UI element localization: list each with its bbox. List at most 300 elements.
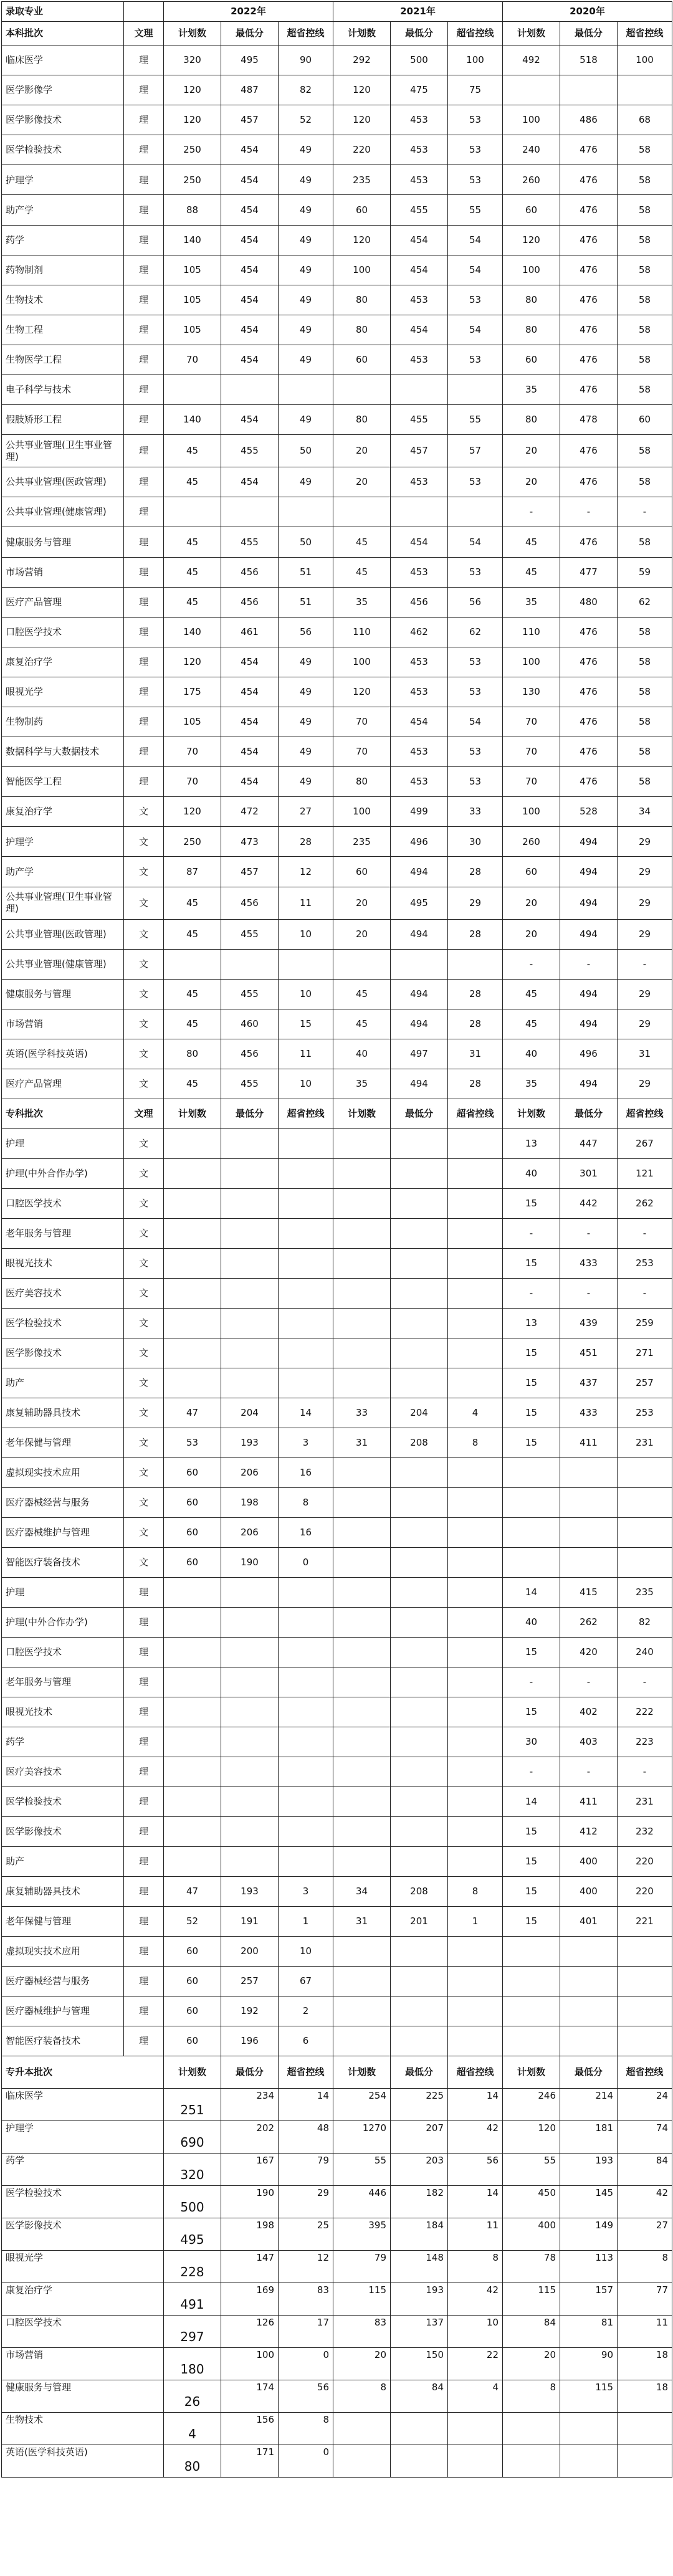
zk-section-header-row (2, 1099, 672, 1129)
value-cell: 83 (333, 2316, 391, 2348)
plan-count-cell: 180 (164, 2348, 221, 2380)
value-cell: 439 (560, 1309, 618, 1338)
table-row (2, 1159, 672, 1189)
value-cell: 320 (164, 45, 221, 75)
value-cell (279, 1847, 333, 1877)
value-cell: 49 (279, 737, 333, 767)
track-cell: 文 (124, 1428, 164, 1458)
value-cell (164, 1159, 221, 1189)
value-cell: 45 (503, 1009, 560, 1039)
value-cell: 28 (448, 919, 503, 949)
value-cell: 120 (164, 647, 221, 677)
value-cell: 454 (221, 345, 279, 374)
value-cell (391, 1817, 448, 1847)
track-cell: 理 (124, 767, 164, 797)
zsb-header-cell: 计划数 (503, 2056, 560, 2089)
sub-header-cell: 本科批次 (2, 22, 124, 45)
value-cell: 53 (164, 1428, 221, 1458)
track-cell: 文 (124, 1338, 164, 1368)
table-row (2, 1548, 672, 1578)
value-cell (448, 1787, 503, 1817)
major-name-cell: 护理(中外合作办学) (2, 1159, 124, 1189)
value-cell: 198 (221, 2218, 279, 2251)
value-cell: 14 (448, 2089, 503, 2121)
value-cell: 45 (164, 435, 221, 467)
major-name-cell: 康复辅助器具技术 (2, 1877, 124, 1907)
value-cell (448, 2413, 503, 2445)
value-cell: 11 (279, 887, 333, 919)
value-cell: 58 (618, 345, 672, 374)
value-cell: 68 (618, 105, 672, 135)
value-cell (391, 1608, 448, 1638)
value-cell (560, 1488, 618, 1518)
value-cell (391, 1249, 448, 1279)
value-cell: 150 (391, 2348, 448, 2380)
value-cell: 13 (503, 1129, 560, 1159)
value-cell (221, 1279, 279, 1309)
value-cell: 8 (279, 2413, 333, 2445)
major-name-cell: 公共事业管理(卫生事业管理) (2, 435, 124, 467)
value-cell: 235 (618, 1578, 672, 1608)
value-cell (221, 1219, 279, 1249)
value-cell: 208 (391, 1428, 448, 1458)
value-cell: 67 (279, 1967, 333, 1996)
value-cell (503, 2445, 560, 2478)
value-cell: 100 (618, 45, 672, 75)
major-name-cell: 健康服务与管理 (2, 979, 124, 1009)
table-row (2, 1368, 672, 1398)
value-cell (333, 1548, 391, 1578)
track-cell: 文 (124, 1548, 164, 1578)
value-cell: 250 (164, 827, 221, 857)
value-cell: 200 (221, 1937, 279, 1967)
value-cell (333, 949, 391, 979)
value-cell: 206 (221, 1458, 279, 1488)
value-cell: 45 (503, 527, 560, 557)
value-cell: 476 (560, 435, 618, 467)
value-cell: 149 (560, 2218, 618, 2251)
value-cell: 496 (391, 827, 448, 857)
value-cell (221, 1309, 279, 1338)
value-cell (448, 1159, 503, 1189)
track-cell: 理 (124, 1967, 164, 1996)
value-cell: 262 (618, 1189, 672, 1219)
value-cell: 231 (618, 1428, 672, 1458)
value-cell: 450 (503, 2186, 560, 2218)
value-cell (618, 2413, 672, 2445)
value-cell (503, 75, 560, 105)
track-cell: 文 (124, 1219, 164, 1249)
major-name-cell: 生物技术 (2, 285, 124, 315)
track-cell: 理 (124, 647, 164, 677)
value-cell (618, 1458, 672, 1488)
track-cell: 理 (124, 375, 164, 405)
value-cell: 18 (618, 2380, 672, 2413)
value-cell: 201 (391, 1907, 448, 1937)
value-cell: 462 (391, 617, 448, 647)
table-row (2, 345, 672, 374)
value-cell (333, 1638, 391, 1667)
value-cell (391, 1996, 448, 2026)
value-cell: 494 (560, 827, 618, 857)
value-cell: 10 (279, 919, 333, 949)
value-cell: 62 (618, 587, 672, 617)
table-row (2, 1039, 672, 1069)
value-cell (560, 2445, 618, 2478)
major-name-cell: 医学影像技术 (2, 105, 124, 135)
value-cell: 49 (279, 467, 333, 497)
major-name-cell: 电子科学与技术 (2, 375, 124, 405)
value-cell (560, 1996, 618, 2026)
value-cell: 453 (391, 767, 448, 797)
major-name-cell: 市场营销 (2, 1009, 124, 1039)
value-cell: 55 (333, 2154, 391, 2186)
value-cell: 53 (448, 105, 503, 135)
value-cell: 45 (164, 1009, 221, 1039)
track-cell: 文 (124, 919, 164, 949)
value-cell: 29 (618, 1009, 672, 1039)
major-name-cell: 康复治疗学 (2, 797, 124, 827)
value-cell (503, 1458, 560, 1488)
value-cell: 90 (560, 2348, 618, 2380)
zsb-header-cell: 专升本批次 (2, 2056, 164, 2089)
value-cell (391, 1847, 448, 1877)
value-cell: 58 (618, 375, 672, 405)
sub-header-cell: 超省控线 (279, 22, 333, 45)
zk-header-cell: 计划数 (503, 1099, 560, 1129)
value-cell: 6 (279, 2026, 333, 2056)
value-cell: 476 (560, 345, 618, 374)
value-cell (333, 1189, 391, 1219)
value-cell (333, 1697, 391, 1727)
table-row (2, 737, 672, 767)
value-cell (279, 949, 333, 979)
zk-header-cell: 计划数 (333, 1099, 391, 1129)
value-cell: 473 (221, 827, 279, 857)
value-cell: 223 (618, 1727, 672, 1757)
table-row (2, 375, 672, 405)
plan-count-cell: 320 (164, 2154, 221, 2186)
value-cell: 120 (164, 105, 221, 135)
value-cell: 110 (503, 617, 560, 647)
value-cell (333, 1309, 391, 1338)
value-cell (221, 1757, 279, 1787)
value-cell: 57 (448, 435, 503, 467)
value-cell: 11 (618, 2316, 672, 2348)
major-name-cell: 助产学 (2, 857, 124, 887)
value-cell: 100 (503, 255, 560, 285)
major-name-cell: 假肢矫形工程 (2, 405, 124, 435)
value-cell: 15 (503, 1338, 560, 1368)
value-cell: 454 (221, 405, 279, 435)
value-cell: 455 (221, 527, 279, 557)
value-cell: 15 (503, 1428, 560, 1458)
value-cell: 120 (333, 225, 391, 255)
table-row (2, 1338, 672, 1368)
value-cell (448, 1638, 503, 1667)
value-cell: 260 (503, 827, 560, 857)
sub-header-cell: 超省控线 (448, 22, 503, 45)
sub-header-cell: 文理 (124, 22, 164, 45)
value-cell: 53 (448, 677, 503, 707)
value-cell: 494 (560, 1009, 618, 1039)
major-name-cell: 数据科学与大数据技术 (2, 737, 124, 767)
value-cell: 120 (503, 225, 560, 255)
value-cell: 518 (560, 45, 618, 75)
table-row (2, 2445, 672, 2478)
value-cell: 58 (618, 285, 672, 315)
value-cell (391, 1548, 448, 1578)
sub-header-cell: 最低分 (391, 22, 448, 45)
track-cell: 理 (124, 467, 164, 497)
value-cell: 35 (503, 587, 560, 617)
value-cell (560, 2026, 618, 2056)
value-cell: 88 (164, 195, 221, 225)
zk-header-cell: 最低分 (221, 1099, 279, 1129)
value-cell: 49 (279, 315, 333, 345)
value-cell: 84 (391, 2380, 448, 2413)
value-cell: 246 (503, 2089, 560, 2121)
value-cell: 455 (391, 195, 448, 225)
track-cell: 文 (124, 797, 164, 827)
value-cell: 100 (503, 797, 560, 827)
value-cell: 60 (164, 1996, 221, 2026)
sub-header-cell: 计划数 (164, 22, 221, 45)
value-cell (221, 1189, 279, 1219)
table-row (2, 1249, 672, 1279)
major-name-cell: 临床医学 (2, 2089, 164, 2121)
value-cell: 456 (221, 557, 279, 587)
value-cell: 53 (448, 647, 503, 677)
value-cell: 8 (279, 1488, 333, 1518)
table-row (2, 1608, 672, 1638)
value-cell: 198 (221, 1488, 279, 1518)
value-cell (391, 2413, 448, 2445)
value-cell: 250 (164, 165, 221, 195)
value-cell: 204 (221, 1398, 279, 1428)
value-cell: 214 (560, 2089, 618, 2121)
track-cell: 理 (124, 737, 164, 767)
value-cell: 528 (560, 797, 618, 827)
value-cell (448, 1368, 503, 1398)
value-cell: 454 (221, 467, 279, 497)
value-cell: 262 (560, 1608, 618, 1638)
value-cell (221, 497, 279, 527)
track-cell: 理 (124, 1817, 164, 1847)
value-cell: 454 (221, 647, 279, 677)
table-row (2, 1398, 672, 1428)
value-cell (391, 1578, 448, 1608)
value-cell: 70 (164, 767, 221, 797)
value-cell (279, 375, 333, 405)
value-cell (618, 2445, 672, 2478)
value-cell: 446 (333, 2186, 391, 2218)
value-cell: 11 (448, 2218, 503, 2251)
track-cell: 文 (124, 827, 164, 857)
table-row (2, 2089, 672, 2121)
value-cell: 3 (279, 1428, 333, 1458)
value-cell (448, 1458, 503, 1488)
value-cell: 115 (503, 2283, 560, 2316)
major-name-cell: 生物工程 (2, 315, 124, 345)
value-cell: 454 (391, 255, 448, 285)
value-cell: 20 (503, 887, 560, 919)
value-cell: 403 (560, 1727, 618, 1757)
value-cell: 420 (560, 1638, 618, 1667)
value-cell: 84 (618, 2154, 672, 2186)
major-name-cell: 公共事业管理(健康管理) (2, 949, 124, 979)
table-row (2, 135, 672, 165)
value-cell: - (618, 949, 672, 979)
major-name-cell: 口腔医学技术 (2, 1189, 124, 1219)
value-cell: 456 (391, 587, 448, 617)
value-cell: 250 (164, 135, 221, 165)
value-cell: 60 (164, 1488, 221, 1518)
value-cell: 15 (503, 1189, 560, 1219)
track-cell: 理 (124, 255, 164, 285)
value-cell: 191 (221, 1907, 279, 1937)
value-cell: 453 (391, 105, 448, 135)
value-cell: 79 (333, 2251, 391, 2283)
table-row (2, 827, 672, 857)
value-cell: 231 (618, 1787, 672, 1817)
value-cell: 53 (448, 737, 503, 767)
track-cell: 理 (124, 1578, 164, 1608)
value-cell: 80 (503, 315, 560, 345)
major-name-cell: 老年服务与管理 (2, 1667, 124, 1697)
value-cell: 495 (221, 45, 279, 75)
value-cell (164, 1608, 221, 1638)
major-name-cell: 市场营销 (2, 2348, 164, 2380)
zk-header-cell: 文理 (124, 1099, 164, 1129)
major-name-cell: 医学影像技术 (2, 2218, 164, 2251)
value-cell (448, 1129, 503, 1159)
value-cell (448, 1249, 503, 1279)
value-cell: 42 (448, 2121, 503, 2154)
value-cell: - (618, 1279, 672, 1309)
value-cell: - (503, 497, 560, 527)
table-row (2, 767, 672, 797)
value-cell (164, 1219, 221, 1249)
value-cell (448, 949, 503, 979)
sub-header-cell: 最低分 (560, 22, 618, 45)
value-cell (221, 1159, 279, 1189)
value-cell: 433 (560, 1398, 618, 1428)
value-cell: 4 (448, 1398, 503, 1428)
value-cell: 49 (279, 165, 333, 195)
value-cell: 83 (279, 2283, 333, 2316)
track-cell: 文 (124, 1069, 164, 1099)
track-cell: 理 (124, 405, 164, 435)
value-cell: 15 (503, 1907, 560, 1937)
major-name-cell: 眼视光技术 (2, 1697, 124, 1727)
value-cell: 475 (391, 75, 448, 105)
table-row (2, 105, 672, 135)
value-cell: 20 (333, 435, 391, 467)
value-cell: 35 (333, 587, 391, 617)
value-cell: - (503, 949, 560, 979)
track-cell: 理 (124, 707, 164, 737)
sub-header-cell: 计划数 (503, 22, 560, 45)
value-cell: 33 (333, 1398, 391, 1428)
major-name-cell: 临床医学 (2, 45, 124, 75)
value-cell: 301 (560, 1159, 618, 1189)
value-cell: 60 (333, 345, 391, 374)
value-cell: 24 (618, 2089, 672, 2121)
value-cell (448, 1578, 503, 1608)
value-cell (391, 1219, 448, 1249)
value-cell (279, 1219, 333, 1249)
value-cell: 8 (448, 1877, 503, 1907)
track-cell: 文 (124, 1279, 164, 1309)
value-cell: 453 (391, 165, 448, 195)
value-cell: 455 (221, 435, 279, 467)
value-cell: 140 (164, 405, 221, 435)
major-name-cell: 医疗器械维护与管理 (2, 1996, 124, 2026)
value-cell: 240 (618, 1638, 672, 1667)
value-cell: 15 (503, 1368, 560, 1398)
blank-header-cell (124, 2, 164, 22)
value-cell: 58 (618, 617, 672, 647)
track-cell: 文 (124, 1458, 164, 1488)
value-cell (164, 1129, 221, 1159)
value-cell (503, 1488, 560, 1518)
value-cell: 222 (618, 1697, 672, 1727)
major-name-cell: 医学检验技术 (2, 2186, 164, 2218)
value-cell: 81 (560, 2316, 618, 2348)
value-cell (164, 1847, 221, 1877)
value-cell: 476 (560, 677, 618, 707)
value-cell: - (560, 1219, 618, 1249)
value-cell: 33 (448, 797, 503, 827)
value-cell: 29 (618, 827, 672, 857)
value-cell (448, 2445, 503, 2478)
value-cell: - (560, 1279, 618, 1309)
value-cell: 47 (164, 1877, 221, 1907)
track-cell: 理 (124, 1727, 164, 1757)
value-cell: 49 (279, 677, 333, 707)
track-cell: 文 (124, 1039, 164, 1069)
value-cell: 494 (391, 1009, 448, 1039)
value-cell: 447 (560, 1129, 618, 1159)
value-cell: 20 (503, 435, 560, 467)
value-cell: 45 (164, 887, 221, 919)
value-cell (221, 1129, 279, 1159)
value-cell: 457 (391, 435, 448, 467)
value-cell: 58 (618, 737, 672, 767)
table-row (2, 405, 672, 435)
plan-count-cell: 690 (164, 2121, 221, 2154)
value-cell: 49 (279, 405, 333, 435)
track-cell: 文 (124, 887, 164, 919)
year-2020-header: 2020年 (503, 2, 672, 22)
value-cell: 100 (448, 45, 503, 75)
value-cell: 27 (279, 797, 333, 827)
value-cell: 494 (560, 887, 618, 919)
track-cell: 理 (124, 1667, 164, 1697)
value-cell: 54 (448, 315, 503, 345)
value-cell (221, 949, 279, 979)
value-cell: 49 (279, 707, 333, 737)
value-cell: 495 (391, 887, 448, 919)
value-cell: 454 (221, 737, 279, 767)
zk-header-cell: 超省控线 (618, 1099, 672, 1129)
table-row (2, 467, 672, 497)
value-cell (333, 1817, 391, 1847)
value-cell: 50 (279, 435, 333, 467)
zsb-header-cell: 计划数 (164, 2056, 221, 2089)
value-cell: 494 (391, 979, 448, 1009)
